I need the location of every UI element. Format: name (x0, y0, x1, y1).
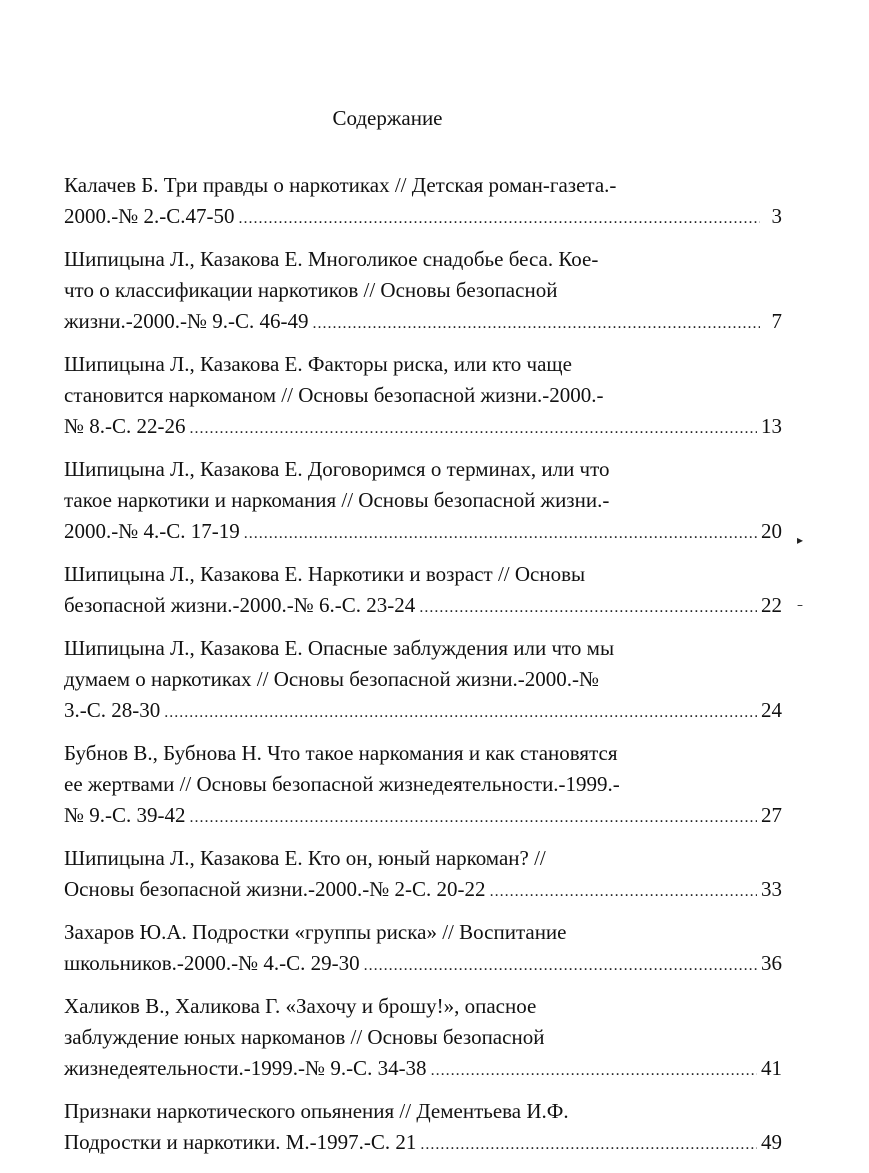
toc-entry (64, 633, 782, 728)
dot-leader (190, 802, 757, 833)
entry-source: школьников.-2000.-№ 4.-С. 29-30 (64, 951, 360, 975)
entry-text-line: такое наркотики и наркомания // Основы безопасной жизни.- (64, 488, 610, 512)
entry-source: жизнедеятельности.-1999.-№ 9.-С. 34-38 (64, 1056, 427, 1080)
entry-text-line: Шипицына Л., Казакова Е. Кто он, юный наркоман? // (64, 846, 546, 870)
page-number: 3 (771, 204, 782, 228)
entry-text-line: ее жертвами // Основы безопасной жизнедеятельности.-1999.- (64, 772, 620, 796)
entry-last-line (64, 516, 782, 549)
entry-last-line (64, 800, 782, 833)
entry-last-line (64, 948, 782, 981)
entry-source: 3.-С. 28-30 (64, 698, 161, 722)
entry-text-line: заблуждение юных наркоманов // Основы безопасной (64, 1025, 545, 1049)
entry-text-line: думаем о наркотиках // Основы безопасной жизни.-2000.-№ (64, 667, 599, 691)
page-number: 13 (761, 414, 782, 438)
entry-source: Основы безопасной жизни.-2000.-№ 2-С. 20-22 (64, 877, 486, 901)
entry-text-line: Халиков В., Халикова Г. «Захочу и брошу!», опасное (64, 994, 537, 1018)
page-number: 33 (761, 877, 782, 901)
entry-text-line: что о классификации наркотиков // Основы безопасной (64, 278, 558, 302)
dot-leader (419, 592, 757, 623)
entry-source: Подростки и наркотики. М.-1997.-С. 21 (64, 1130, 417, 1154)
entry-last-line (64, 874, 782, 907)
page-number: 7 (771, 309, 782, 333)
page-number: 24 (761, 698, 782, 722)
toc-entry (64, 170, 782, 234)
page-number: 20 (761, 519, 782, 543)
toc-entry (64, 349, 782, 444)
entry-text-line: Шипицына Л., Казакова Е. Договоримся о терминах, или что (64, 457, 610, 481)
entry-last-line (64, 695, 782, 728)
entry-text-line: Захаров Ю.А. Подростки «группы риска» // Воспитание (64, 920, 567, 944)
entry-source: безопасной жизни.-2000.-№ 6.-С. 23-24 (64, 593, 416, 617)
page-title: Содержание (332, 106, 443, 130)
toc-entry (64, 917, 782, 981)
dot-leader (313, 308, 760, 339)
dot-leader (420, 1129, 757, 1160)
entry-last-line (64, 1127, 782, 1160)
entry-source: жизни.-2000.-№ 9.-С. 46-49 (64, 309, 309, 333)
toc-entry (64, 559, 782, 623)
entry-source: № 9.-С. 39-42 (64, 803, 186, 827)
scan-speck: – (797, 598, 803, 612)
entry-text-line: Шипицына Л., Казакова Е. Многоликое снадобье беса. Кое- (64, 247, 599, 271)
toc-entry (64, 843, 782, 907)
table-of-contents (64, 170, 782, 1170)
toc-entry (64, 1096, 782, 1160)
toc-entry (64, 991, 782, 1086)
toc-entry (64, 454, 782, 549)
page-number: 41 (761, 1056, 782, 1080)
entry-text-line: Шипицына Л., Казакова Е. Факторы риска, или кто чаще (64, 352, 572, 376)
entry-text-line: Шипицына Л., Казакова Е. Опасные заблуждения или что мы (64, 636, 615, 660)
page-number: 22 (761, 593, 782, 617)
page-number: 49 (761, 1130, 782, 1154)
entry-last-line (64, 201, 782, 234)
dot-leader (190, 413, 757, 444)
entry-source: № 8.-С. 22-26 (64, 414, 186, 438)
page-number: 27 (761, 803, 782, 827)
dot-leader (164, 697, 757, 728)
entry-last-line (64, 411, 782, 444)
entry-text-line: становится наркоманом // Основы безопасной жизни.-2000.- (64, 383, 604, 407)
entry-text-line: Признаки наркотического опьянения // Дементьева И.Ф. (64, 1099, 569, 1123)
entry-text-line: Шипицына Л., Казакова Е. Наркотики и возраст // Основы (64, 562, 586, 586)
scan-speck: ▸ (797, 533, 804, 547)
dot-leader (364, 950, 757, 981)
dot-leader (431, 1055, 757, 1086)
entry-last-line (64, 1053, 782, 1086)
entry-last-line (64, 590, 782, 623)
page-number: 36 (761, 951, 782, 975)
entry-last-line (64, 306, 782, 339)
entry-text-line: Калачев Б. Три правды о наркотиках // Детская роман-газета.- (64, 173, 617, 197)
toc-entry (64, 244, 782, 339)
dot-leader (244, 518, 757, 549)
dot-leader (239, 203, 760, 234)
toc-entry (64, 738, 782, 833)
entry-source: 2000.-№ 2.-С.47-50 (64, 204, 235, 228)
entry-source: 2000.-№ 4.-С. 17-19 (64, 519, 240, 543)
entry-text-line: Бубнов В., Бубнова Н. Что такое наркомания и как становятся (64, 741, 618, 765)
dot-leader (490, 876, 757, 907)
